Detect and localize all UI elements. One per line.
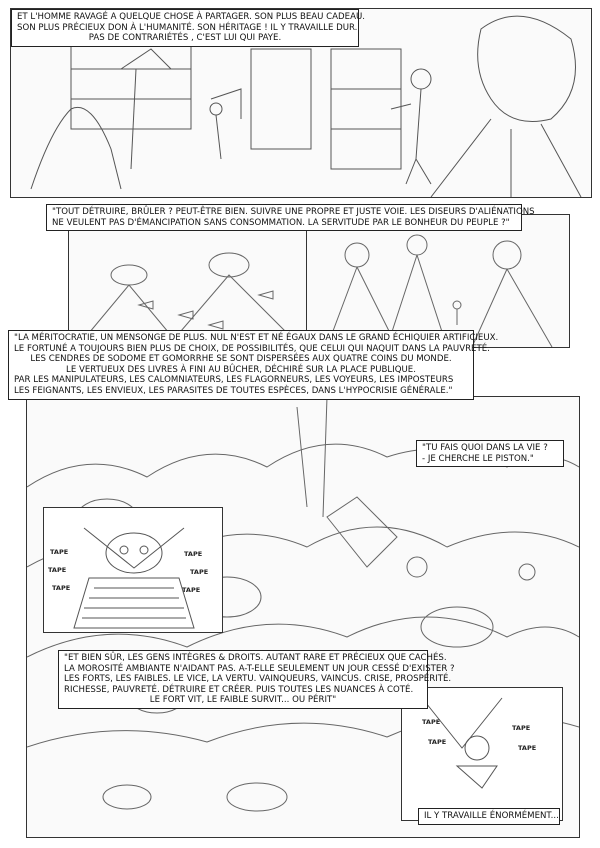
sfx-tape: TAPE [52,584,71,592]
sfx-tape: TAPE [50,548,69,556]
sfx-tape: TAPE [182,586,201,594]
caption-fourth: "ET BIEN SÛR, LES GENS INTÈGRES & DROITS. AUTANT RARE ET PRÉCIEUX QUE CACHÉS. LA MOROSITÉ AMBIANTE N'AIDANT PAS. A-T-ELLE SEULEMENT UN JOUR CESSÉ D'EXISTER ? LES FORTS, LES FAIBLES. LE VICE, LA VERTU. VAINQUEURS, VAINCUS. CRISE, PROSPÉRITÉ. RICHESSE, PAUVRETÉ. DÉTRUIRE ET CRÉER. PUIS TOUTES LES NUANCES À COTÉ. LE FORT VIT, LE FAIBLE SURVIT... OU PÉRIT" [58,650,428,709]
sfx-tape: TAPE [428,738,447,746]
caption-third: "LA MÉRITOCRATIE, UN MENSONGE DE PLUS. NUL N'EST ET NÉ ÉGAUX DANS LE GRAND ÉCHIQUIER ARTIFICIEUX. LE FORTUNÉ A TOUJOURS BIEN PLUS DE CHOIX, DE POSSIBILITÉS, QUE CELUI QUI NAQUIT DANS LA PAUVRETÉ. LES CENDRES DE SODOME ET GOMORRHE SE SONT DISPERSÉES AUX QUATRE COINS DU MONDE. LE VERTUEUX DES LIVRES À FINI AU BÛCHER, DÉCHIRÉ SUR LA PLACE PUBLIQUE. PAR LES MANIPULATEURS, LES CALOMNIATEURS, LES FLAGORNEURS, LES VOYEURS, LES IMPOSTEURS LES FEIGNANTS, LES ENVIEUX, LES PARASITES DE TOUTES ESPÈCES, DANS L'HYPOCRISIE GÉNÉRALE." [8,330,474,400]
fish-sketch-illustration [69,215,309,347]
caption-dialog: "TU FAIS QUOI DANS LA VIE ? - JE CHERCHE LE PISTON." [416,440,564,467]
sfx-tape: TAPE [48,566,67,574]
panel-2-fishes-left [68,214,310,348]
panel-1-store-scene [10,8,592,198]
sfx-tape: TAPE [518,744,537,752]
panel-3-lights [306,214,570,348]
caption-second: "TOUT DÉTRUIRE, BRÛLER ? PEUT-ÊTRE BIEN. SUIVRE UNE PROPRE ET JUSTE VOIE. LES DISEURS D'ALIÉNATIONS NE VEULENT PAS D'ÉMANCIPATION SANS CONSOMMATION. LA SERVITUDE PAR LE BONHEUR DU PEUPLE ?" [46,204,522,231]
inset-panel-typing [43,507,223,633]
sfx-tape: TAPE [422,718,441,726]
sfx-tape: TAPE [184,550,203,558]
lights-sketch-illustration [307,215,569,347]
sfx-tape: TAPE [190,568,209,576]
caption-top: ET L'HOMME RAVAGÉ A QUELQUE CHOSE À PARTAGER. SON PLUS BEAU CADEAU. SON PLUS PRÉCIEUX DON À L'HUMANITÉ. SON HÉRITAGE ! IL Y TRAVAILLE DUR. PAS DE CONTRARIÉTÉS , C'EST LUI QUI PAYE. [11,9,359,47]
caption-bottom: IL Y TRAVAILLE ÉNORMÉMENT... [418,808,560,825]
sfx-tape: TAPE [512,724,531,732]
